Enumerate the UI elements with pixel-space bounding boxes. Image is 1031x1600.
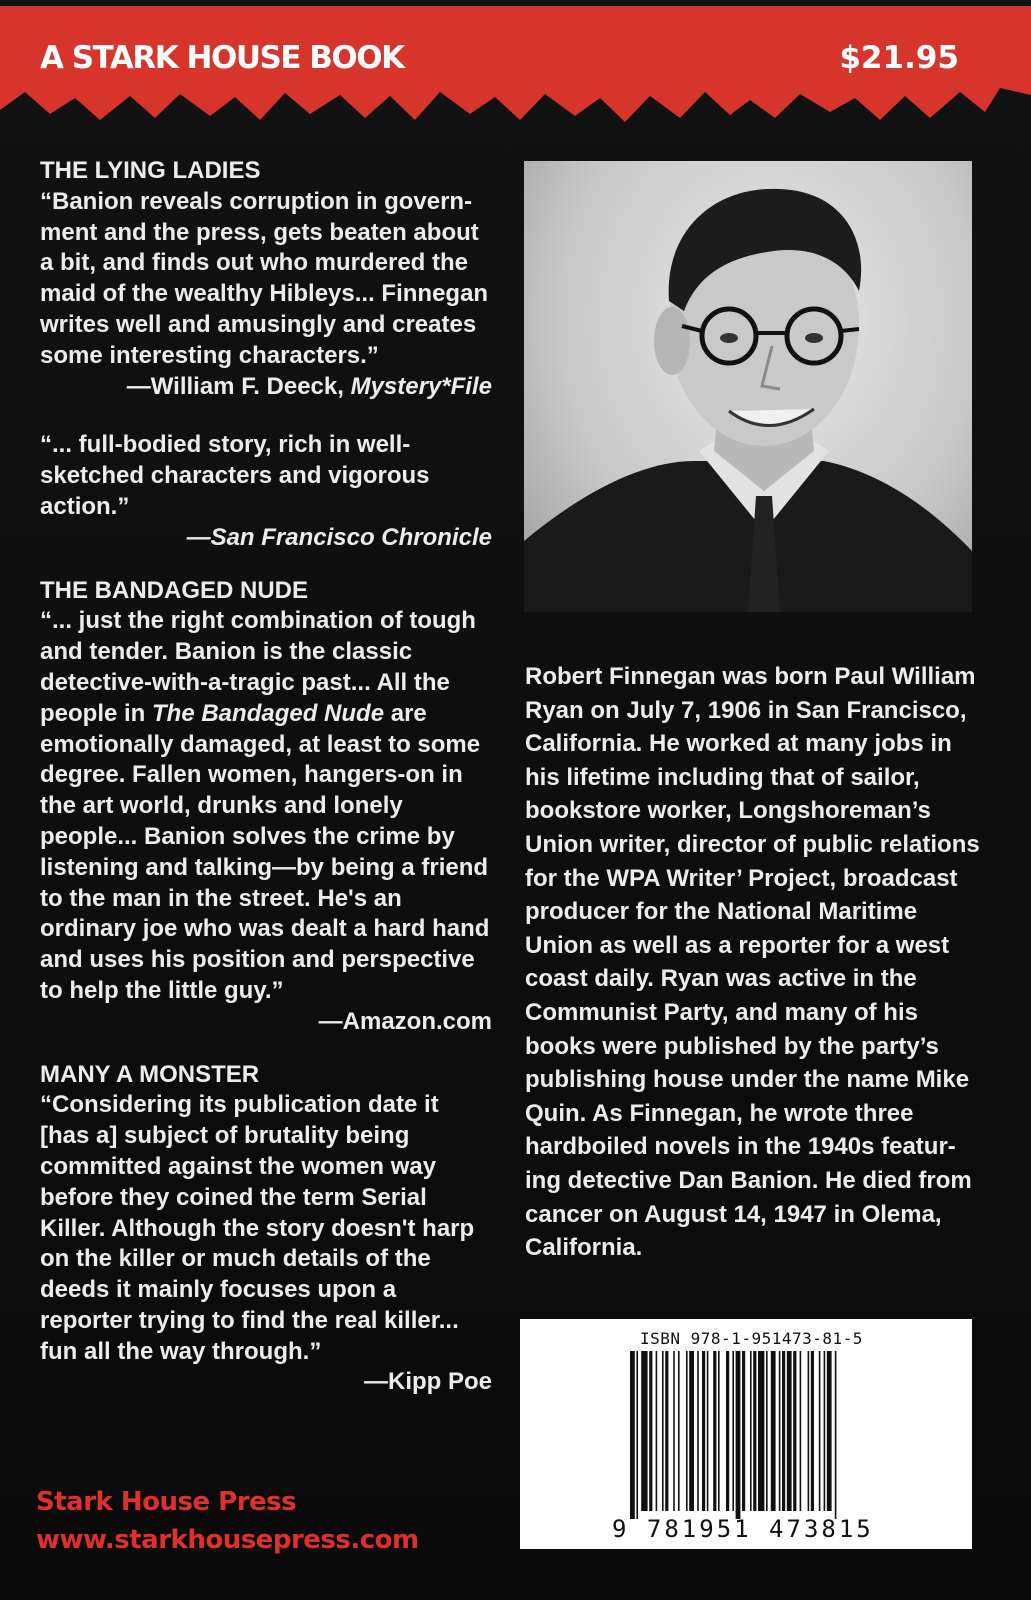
review-attribution [40,372,492,403]
barcode-bar [753,1351,756,1511]
review-attribution: —Kipp Poe [363,1368,492,1396]
barcode-bar [766,1351,768,1511]
barcode-bar [824,1351,826,1511]
book-title: THE BANDAGED NUDE [40,576,309,604]
imprint-label: A STARK HOUSE BOOK [40,40,404,76]
quote-book-title: The Bandaged Nude [152,699,385,727]
barcode-bar [702,1351,705,1511]
barcode-bar [742,1351,745,1511]
barcode-bar [697,1351,699,1511]
isbn-label: ISBN 978-1-951473-81-5 [640,1329,863,1348]
barcode-bar [779,1351,781,1511]
spacer [40,402,492,430]
barcode-bar [656,1351,658,1511]
reviewer-source: —San Francisco Chronicle [186,523,492,551]
barcode-bar [782,1351,785,1511]
book-title: MANY A MONSTER [40,1060,260,1088]
barcode-bar [678,1351,680,1511]
publisher-block [36,1483,419,1559]
barcode-bar [707,1351,709,1511]
barcode-bar [686,1351,688,1511]
barcode-bar [732,1351,734,1511]
review-quote: “... full-bodied story, rich in well-sketched characters and vigorous action.” [40,431,430,520]
review-lying-ladies [40,156,492,554]
author-photo [524,161,972,612]
barcode-bar [835,1351,837,1519]
barcode-bar [793,1351,796,1511]
barcode-bar [726,1351,729,1511]
top-banner [0,0,1031,135]
quote-part: “... just the right combination of tough and tender. Banion is the classic detective-with-a-tragic past... All the people in [40,607,476,727]
barcode-digits: 9 781951 473815 [612,1515,874,1543]
ear [654,307,690,375]
barcode-bar [665,1351,668,1511]
barcode-bar [750,1351,752,1511]
price-label: $21.95 [839,40,959,76]
publisher-name: Stark House Press [36,1487,297,1517]
barcode-bar [662,1351,664,1511]
review-many-a-monster [40,1060,492,1399]
barcode-bar [649,1351,652,1511]
barcode-bar [800,1351,802,1511]
barcode-bar [758,1351,764,1511]
barcode-bar [808,1351,810,1511]
review-quote: “Considering its publication date it [has a] subject of brutality being committed against the women way before they coined the term Serial Killer. Although the story doesn't harp on the killer or much details of the deeds it mainly focuses upon a reporter trying to find the real killer... fun all the way through.” [40,1091,475,1365]
barcode-bar [636,1351,638,1519]
eye [805,333,823,343]
barcode-bar [630,1351,635,1519]
author-portrait-illustration [524,161,972,612]
barcode-bar [718,1351,720,1511]
review-bandaged-nude [40,576,492,1038]
reviewer-source: Mystery*File [350,372,492,400]
reviewer-name: —William F. Deeck, [126,372,351,400]
banner-top-edge [0,0,1031,6]
publisher-url[interactable]: www.starkhousepress.com [36,1525,419,1555]
barcode-bar [811,1351,814,1511]
author-bio-column [525,660,985,1265]
review-quote: “Banion reveals corruption in govern-ment and the press, gets beaten about a bit, and finds out who murdered the maid of the wealthy Hibleys... Finnegan writes well and amusingly and creates some interesting characters.” [40,187,489,369]
review-attribution [40,523,492,554]
barcode-bar [713,1351,716,1511]
barcode-bar [641,1351,647,1511]
barcode-bar [787,1351,792,1511]
eye [720,333,738,343]
quote-part: are emotionally damaged, at least to some degree. Fallen women, hangers-on in the art world, drunks and lonely people... Banion solves the crime by listening and talking—by being a friend to the man in the street. He's an ordinary joe who was dealt a hard hand and uses his position and perspective to help the little guy.” [40,699,490,1004]
review-quote [40,606,492,1006]
barcode-bar [673,1351,675,1511]
glasses-arm [841,329,859,331]
barcode-bar [736,1351,741,1519]
barcode-bar [689,1351,694,1511]
barcode-bar [819,1351,821,1511]
barcode-bar [827,1351,832,1511]
isbn-barcode-box [520,1319,972,1549]
reviews-column [40,156,492,1420]
author-bio: Robert Finnegan was born Paul William Ryan on July 7, 1906 in San Francisco, California. He worked at many jobs in his lifetime including that of sailor, bookstore worker, Longshoreman’s Union writer, director of public relations for the WPA Writer’ Project, broadcast producer for the National Maritime Union as well as a reporter for a west coast daily. Ryan was active in the Communist Party, and many of his books were published by the party’s publishing house under the name Mike Quin. As Finnegan, he wrote three hardboiled novels in the 1940s featur-ing detective Dan Banion. He died from cancer on August 14, 1947 in Olema, California. [525,663,980,1262]
book-title: THE LYING LADIES [40,157,261,184]
barcode-bar [771,1351,776,1511]
review-attribution: —Amazon.com [318,1007,492,1035]
